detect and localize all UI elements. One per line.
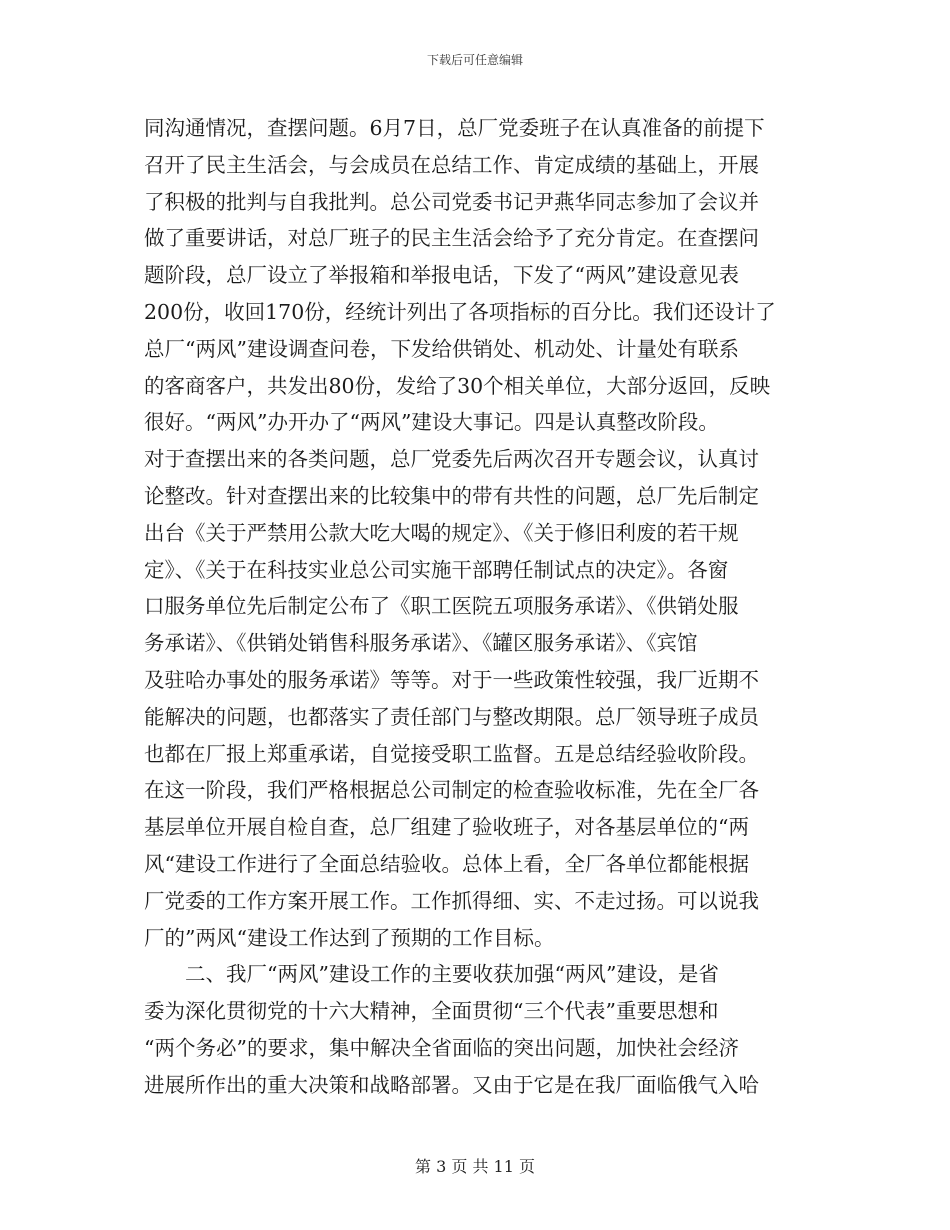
text-line: 厂党委的工作方案开展工作。工作抓得细、实、不走过扬。可以说我 (144, 888, 759, 913)
text-line: 的客商客户，共发出80份，发给了30个相关单位，大部分返回，反映 (144, 373, 771, 398)
text-line: 论整改。针对查摆出来的比较集中的带有共性的问题，总厂先后制定 (144, 483, 759, 508)
text-line: 二、我厂“两风”建设工作的主要收获加强“两风”建设，是省 (144, 962, 719, 987)
text-line: 在这一阶段，我们严格根据总公司制定的检查验收标准，先在全厂各 (144, 778, 759, 803)
page-header: 下载后可任意编辑 (426, 53, 523, 67)
text-line: 200份，收回170份，经统计列出了各项指标的百分比。我们还设计了 (144, 299, 776, 324)
text-line: “两个务必”的要求，集中解决全省面临的突出问题，加快社会经济 (144, 1035, 739, 1060)
page-number-footer: 第 3 页 共 11 页 (415, 1157, 535, 1176)
text-line: 很好。“两风”办开办了“两风”建设大事记。四是认真整改阶段。 (144, 410, 719, 435)
text-line: 进展所作出的重大决策和战略部署。又由于它是在我厂面临俄气入哈 (144, 1072, 759, 1097)
text-line: 同沟通情况，查摆问题。6月7日，总厂党委班子在认真准备的前提下 (144, 116, 765, 140)
text-line: 总厂“两风”建设调查问卷，下发给供销处、机动处、计量处有联系 (144, 336, 739, 361)
text-line: 也都在厂报上郑重承诺，自觉接受职工监督。五是总结经验收阶段。 (144, 741, 759, 766)
text-line: 定》、《关于在科技实业总公司实施干部聘任制试点的决定》。各窗 (144, 557, 729, 582)
text-line: 风“建设工作进行了全面总结验收。总体上看，全厂各单位都能根据 (144, 851, 749, 876)
text-line: 厂的”两风“建设工作达到了预期的工作目标。 (144, 925, 555, 950)
document-body (144, 110, 812, 1104)
text-line: 了积极的批判与自我批判。总公司党委书记尹燕华同志参加了会议并 (144, 189, 759, 214)
text-line: 出台《关于严禁用公款大吃大喝的规定》、《关于修旧利废的若干规 (144, 520, 739, 545)
text-line: 能解决的问题，也都落实了责任部门与整改期限。总厂领导班子成员 (144, 704, 759, 729)
text-line: 口服务单位先后制定公布了《职工医院五项服务承诺》、《供销处服 (144, 594, 739, 619)
text-line: 委为深化贯彻党的十六大精神，全面贯彻“三个代表”重要思想和 (144, 999, 719, 1024)
text-line: 题阶段，总厂设立了举报箱和举报电话，下发了“两风”建设意见表 (144, 263, 739, 288)
text-line: 务承诺》、《供销处销售科服务承诺》、《罐区服务承诺》、《宾馆 (144, 631, 698, 656)
text-line: 做了重要讲话，对总厂班子的民主生活会给予了充分肯定。在查摆问 (144, 226, 759, 251)
text-line: 及驻哈办事处的服务承诺》等等。对于一些政策性较强，我厂近期不 (144, 667, 759, 692)
text-line: 对于查摆出来的各类问题，总厂党委先后两次召开专题会议，认真讨 (144, 447, 759, 472)
text-line: 召开了民主生活会，与会成员在总结工作、肯定成绩的基础上，开展 (144, 152, 759, 177)
text-line: 基层单位开展自检自查，总厂组建了验收班子，对各基层单位的“两 (144, 815, 749, 840)
